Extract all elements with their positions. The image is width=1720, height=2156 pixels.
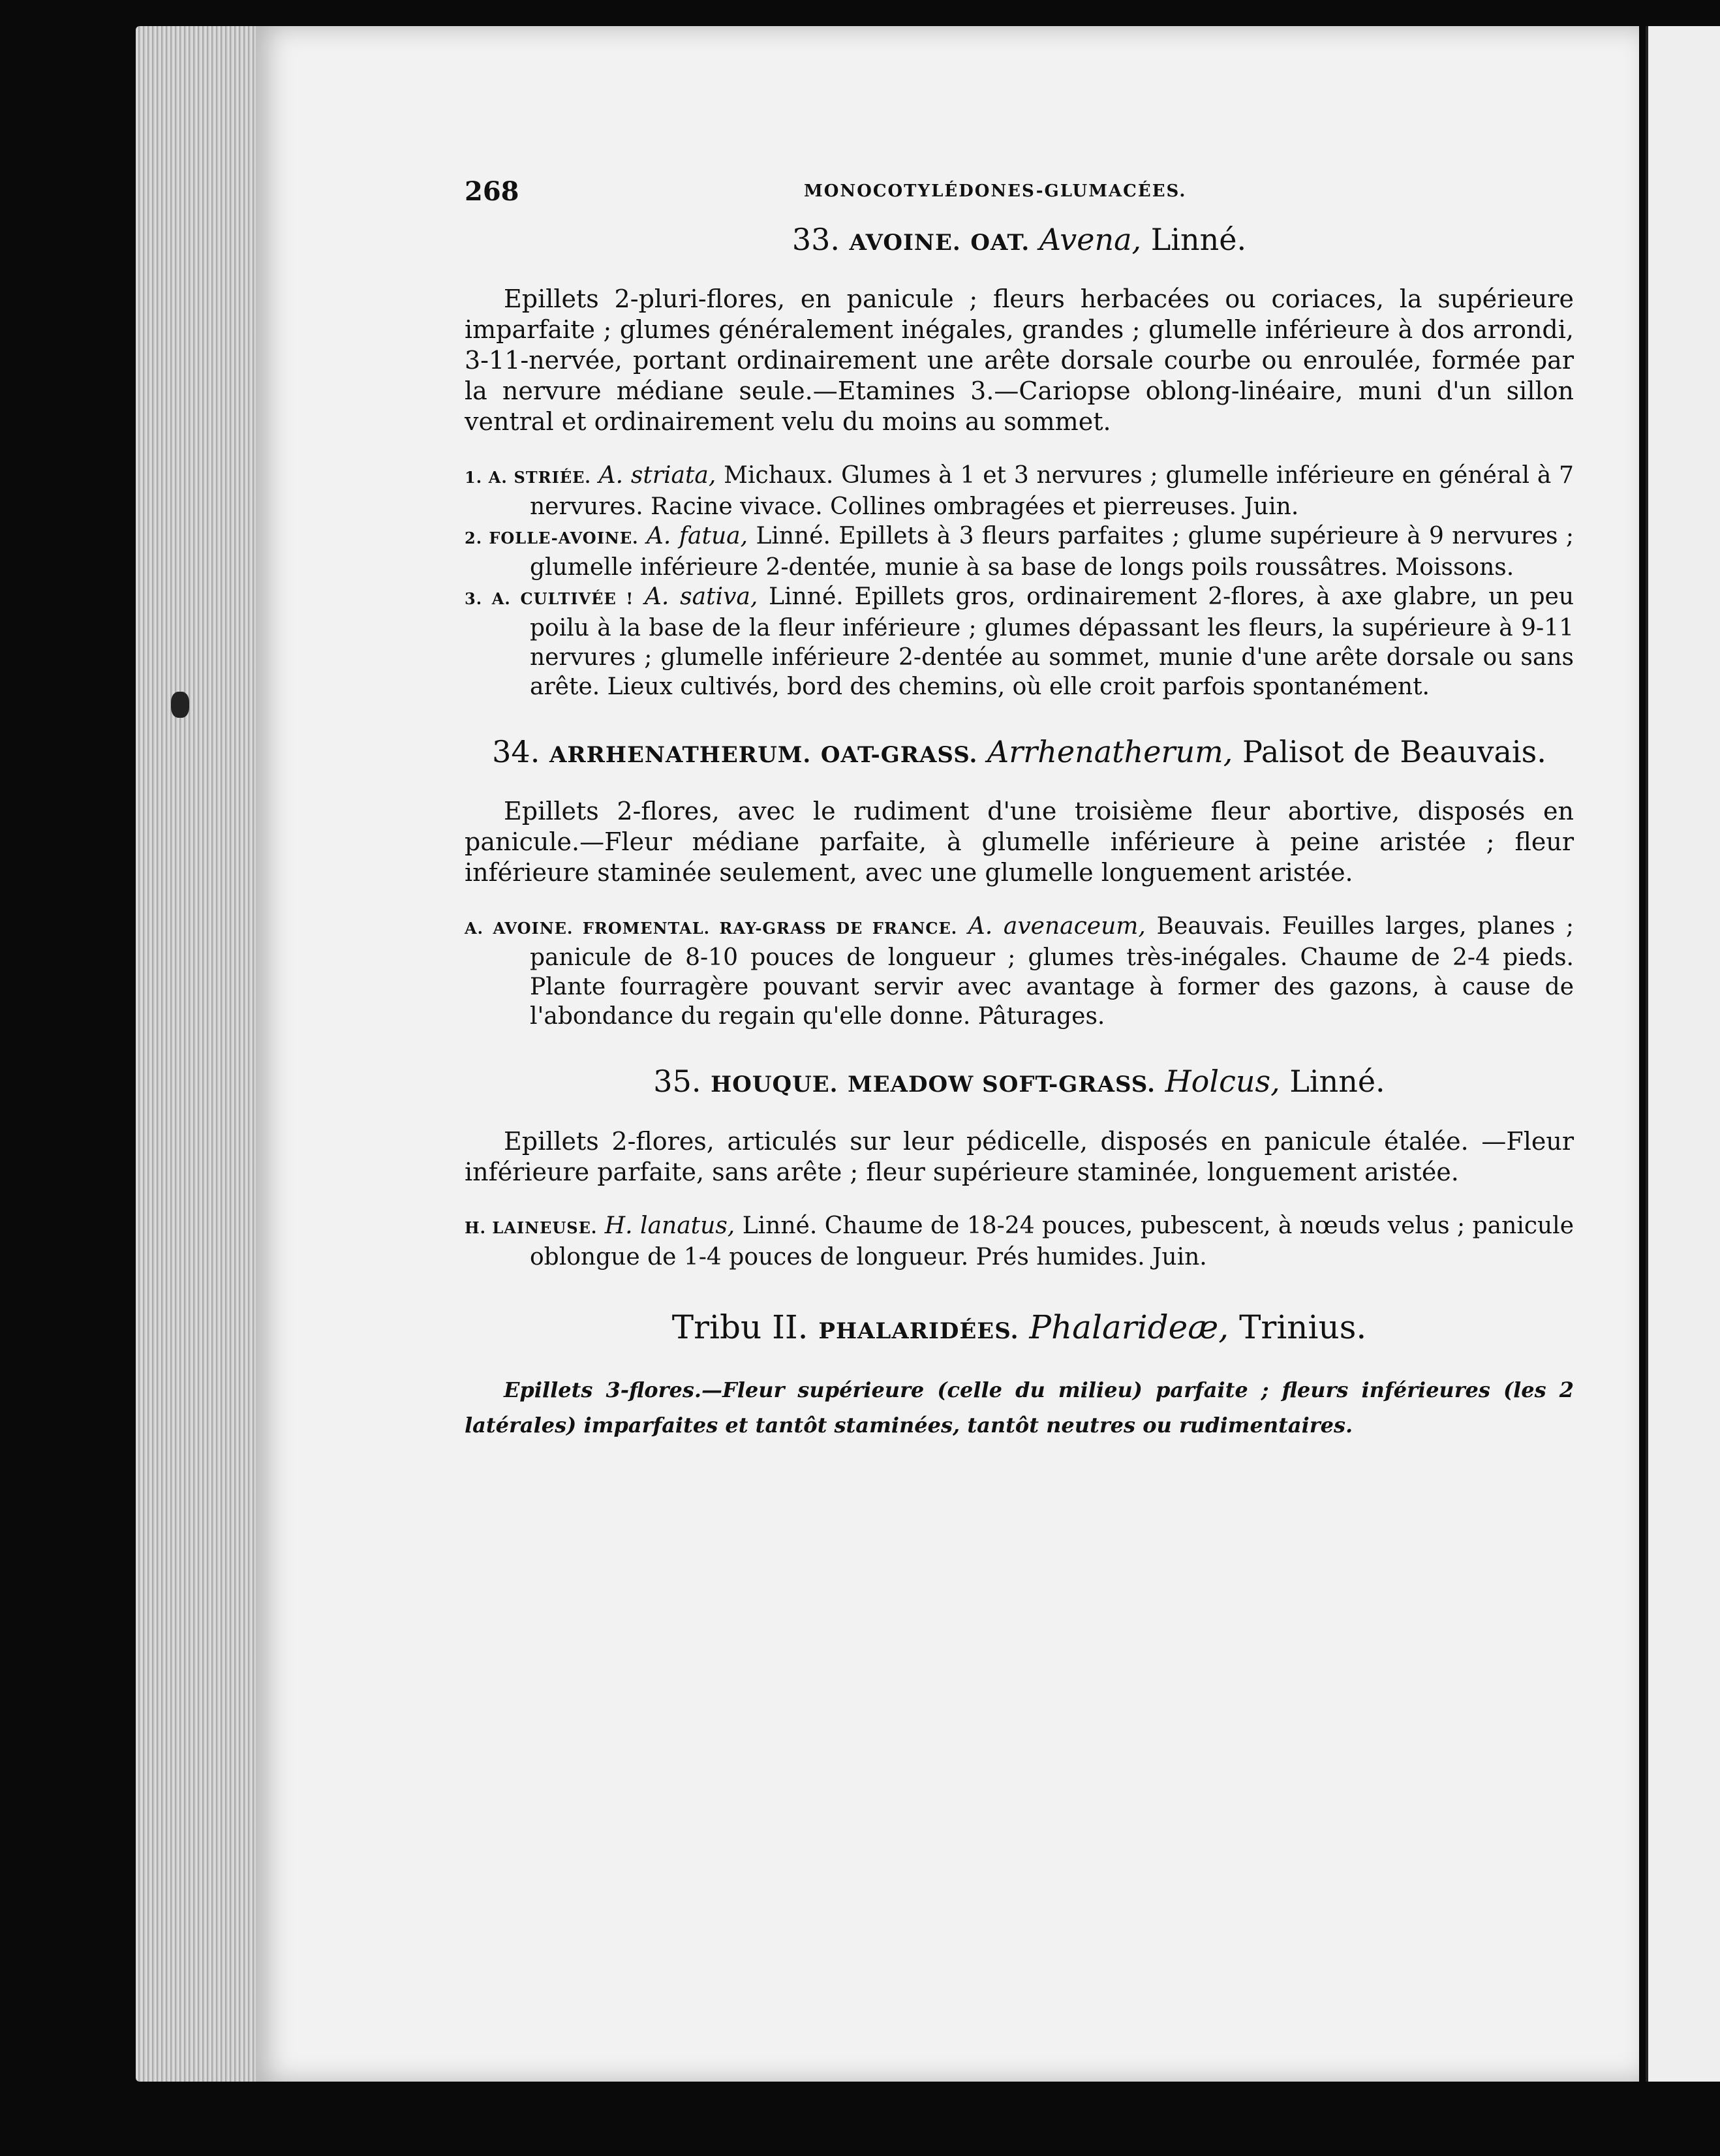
genus-english-name: OAT-GRASS. — [820, 742, 978, 769]
genus-french-name: HOUQUE. — [711, 1071, 838, 1098]
species-latin: A. striata, — [598, 462, 716, 489]
species-text: Beauvais. Feuilles larges, planes ; panicule de 8-10 pouces de longueur ; glumes très-inégales. Chaume de 2-4 pieds. Plante fourragère pouvant servir avec avantage à former des gazons, à cause de l'abondance du regain qu'elle donne. Pâturages. — [530, 913, 1574, 1030]
genus-english-name: MEADOW SOFT-GRASS. — [848, 1071, 1156, 1098]
species-label: 1. A. STRIÉE. — [465, 468, 591, 487]
genus-number: 35. — [653, 1064, 701, 1100]
genus-author: Linné. — [1150, 222, 1247, 257]
adjacent-page-edge — [1646, 26, 1720, 2082]
genus-author: Palisot de Beauvais. — [1242, 734, 1546, 770]
genus-description: Epillets 2-flores, avec le rudiment d'une troisième fleur abortive, disposés en panicule.—Fleur médiane parfaite, à glumelle inférieure à peine aristée ; fleur inférieure staminée seulement, avec une glumelle longuement aristée. — [465, 797, 1574, 887]
species-entry — [465, 582, 1574, 701]
species-text: Linné. Epillets à 3 fleurs parfaites ; glume supérieure à 9 nervures ; glumelle inférieure 2-dentée, munie à sa base de longs poils roussâtres. Moissons. — [530, 523, 1574, 581]
species-label: 3. A. CULTIVÉE ! — [465, 589, 634, 609]
species-label: 2. FOLLE-AVOINE. — [465, 529, 639, 548]
tribe-name: Tribu II. — [671, 1308, 808, 1346]
genus-english-name: OAT. — [970, 230, 1030, 256]
species-latin: A. fatua, — [646, 523, 748, 550]
species-latin: H. lanatus, — [604, 1212, 735, 1239]
genus-heading-holcus — [465, 1064, 1574, 1100]
species-text: Linné. Epillets gros, ordinairement 2-flores, à axe glabre, un peu poilu à la base de la fleur inférieure ; glumes dépassant les fleurs, la supérieure à 9-11 nervures ; glumelle inférieure 2-dentée au sommet, munie d'une arête dorsale ou sans arête. Lieux cultivés, bord des chemins, où elle croit parfois spontanément. — [530, 583, 1574, 701]
tribe-french-name: PHALARIDÉES. — [818, 1317, 1019, 1344]
page-content — [465, 176, 1574, 1443]
genus-description: Epillets 2-pluri-flores, en panicule ; fleurs herbacées ou coriaces, la supérieure imparfaite ; glumes généralement inégales, grandes ; glumelle inférieure à dos arrondi, 3-11-nervée, portant ordinairement une arête dorsale courbe ou enroulée, formée par la nervure médiane seule.—Etamines 3.—Cariopse oblong-linéaire, muni d'un sillon ventral et ordinairement velu du moins au sommet. — [465, 285, 1574, 437]
page-number: 268 — [465, 176, 519, 207]
species-latin: A. avenaceum, — [968, 913, 1146, 940]
species-entry — [465, 1211, 1574, 1272]
species-latin: A. sativa, — [644, 583, 758, 611]
genus-latin-name: Avena, — [1039, 222, 1142, 257]
genus-author: Linné. — [1289, 1064, 1385, 1100]
species-entry — [465, 521, 1574, 582]
genus-number: 34. — [492, 734, 540, 770]
book-page-edges — [136, 26, 260, 2082]
genus-heading-arrhenatherum — [465, 734, 1574, 770]
ink-blot — [171, 692, 189, 718]
tribe-description: Epillets 3-flores.—Fleur supérieure (celle du milieu) parfaite ; fleurs inférieures (les 2 latérales) imparfaites et tantôt staminées, tantôt neutres ou rudimentaires. — [465, 1377, 1574, 1438]
species-text: Michaux. Glumes à 1 et 3 nervures ; glumelle inférieure en général à 7 nervures. Racine vivace. Collines ombragées et pierreuses. Juin. — [530, 462, 1574, 521]
tribe-author: Trinius. — [1239, 1308, 1367, 1346]
genus-french-name: AVOINE. — [849, 230, 961, 256]
tribe-heading — [465, 1308, 1574, 1346]
tribe-latin-name: Phalarideæ, — [1029, 1308, 1229, 1346]
book-page — [256, 26, 1639, 2082]
species-entry — [465, 461, 1574, 521]
genus-french-name: ARRHENATHERUM. — [549, 742, 812, 769]
species-label: H. LAINEUSE. — [465, 1218, 598, 1237]
genus-description: Epillets 2-flores, articulés sur leur pédicelle, disposés en panicule étalée. —Fleur inférieure parfaite, sans arête ; fleur supérieure staminée, longuement aristée. — [465, 1126, 1574, 1186]
genus-heading-avena — [465, 222, 1574, 258]
running-head — [465, 176, 1574, 222]
species-text: Linné. Chaume de 18-24 pouces, pubescent, à nœuds velus ; panicule oblongue de 1-4 pouces de longueur. Prés humides. Juin. — [530, 1212, 1574, 1270]
genus-number: 33. — [791, 222, 840, 257]
genus-latin-name: Holcus, — [1165, 1064, 1280, 1100]
species-entry — [465, 912, 1574, 1031]
running-title: MONOCOTYLÉDONES-GLUMACÉES. — [804, 181, 1187, 201]
species-label: A. AVOINE. FROMENTAL. RAY-GRASS DE FRANCE. — [465, 919, 958, 938]
genus-latin-name: Arrhenatherum, — [987, 734, 1233, 770]
